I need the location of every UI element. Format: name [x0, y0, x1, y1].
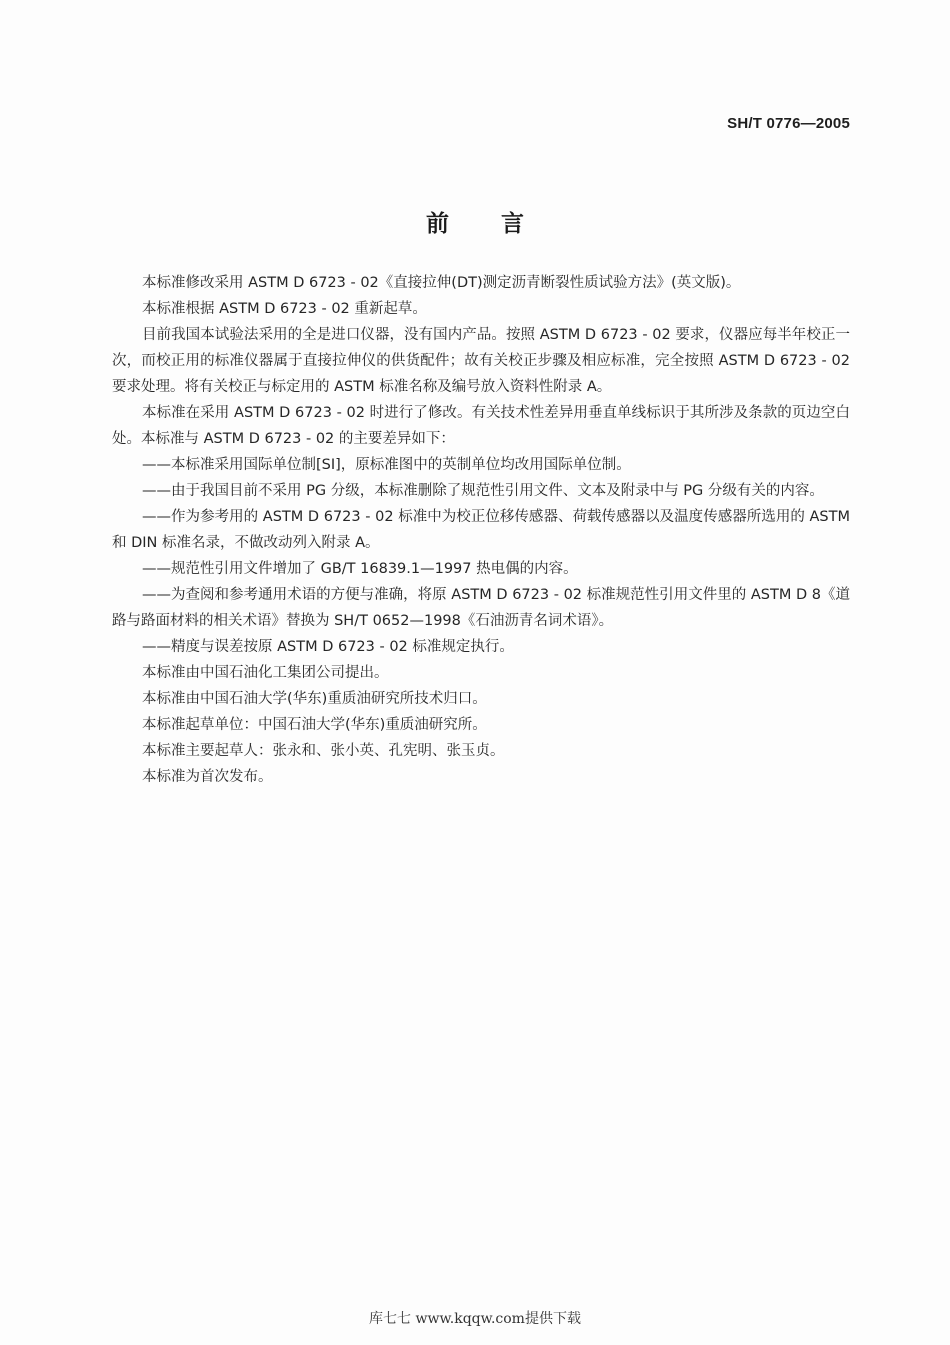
paragraph: 目前我国本试验法采用的全是进口仪器，没有国内产品。按照 ASTM D 6723 - 02 要求，仪器应每半年校正一次，而校正用的标准仪器属于直接拉伸仪的供货配件；故有关校正步骤及相应标准，完全按照 ASTM D 6723 - 02 要求处理。将有关校正与标定用的 ASTM 标准名称及编号放入资料性附录 A。 — [112, 327, 850, 395]
list-item: ——精度与误差按原 ASTM D 6723 - 02 标准规定执行。 — [142, 639, 514, 655]
download-footer: 库七七 www.kqqw.com提供下载 — [369, 1311, 581, 1327]
paragraph: 本标准为首次发布。 — [142, 769, 273, 785]
paragraph: 本标准在采用 ASTM D 6723 - 02 时进行了修改。有关技术性差异用垂直单线标识于其所涉及条款的页边空白处。本标准与 ASTM D 6723 - 02 的主要差异如下： — [112, 405, 850, 447]
paragraph: 本标准由中国石油大学(华东)重质油研究所技术归口。 — [142, 691, 487, 707]
paragraph: 本标准修改采用 ASTM D 6723 - 02《直接拉伸(DT)测定沥青断裂性质试验方法》(英文版)。 — [142, 275, 741, 291]
paragraph: 本标准由中国石油化工集团公司提出。 — [142, 665, 389, 681]
list-item: ——本标准采用国际单位制[SI]，原标准图中的英制单位均改用国际单位制。 — [142, 457, 631, 473]
list-item: ——作为参考用的 ASTM D 6723 - 02 标准中为校正位移传感器、荷载传感器以及温度传感器所选用的 ASTM 和 DIN 标准名录，不做改动列入附录 A。 — [112, 509, 850, 551]
list-item: ——由于我国目前不采用 PG 分级，本标准删除了规范性引用文件、文本及附录中与 PG 分级有关的内容。 — [142, 483, 824, 499]
paragraph: 本标准主要起草人：张永和、张小英、孔宪明、张玉贞。 — [142, 743, 505, 759]
paragraph: 本标准根据 ASTM D 6723 - 02 重新起草。 — [142, 301, 427, 317]
paragraph: 本标准起草单位：中国石油大学(华东)重质油研究所。 — [142, 717, 487, 733]
standard-number: SH/T 0776—2005 — [727, 115, 850, 132]
list-item: ——为查阅和参考通用术语的方便与准确，将原 ASTM D 6723 - 02 标准规范性引用文件里的 ASTM D 8《道路与路面材料的相关术语》替换为 SH/T 0652—1998《石油沥青名词术语》。 — [112, 587, 850, 629]
list-item: ——规范性引用文件增加了 GB/T 16839.1—1997 热电偶的内容。 — [142, 561, 578, 577]
document-body — [112, 270, 850, 790]
page-title: 前言 — [426, 211, 576, 237]
